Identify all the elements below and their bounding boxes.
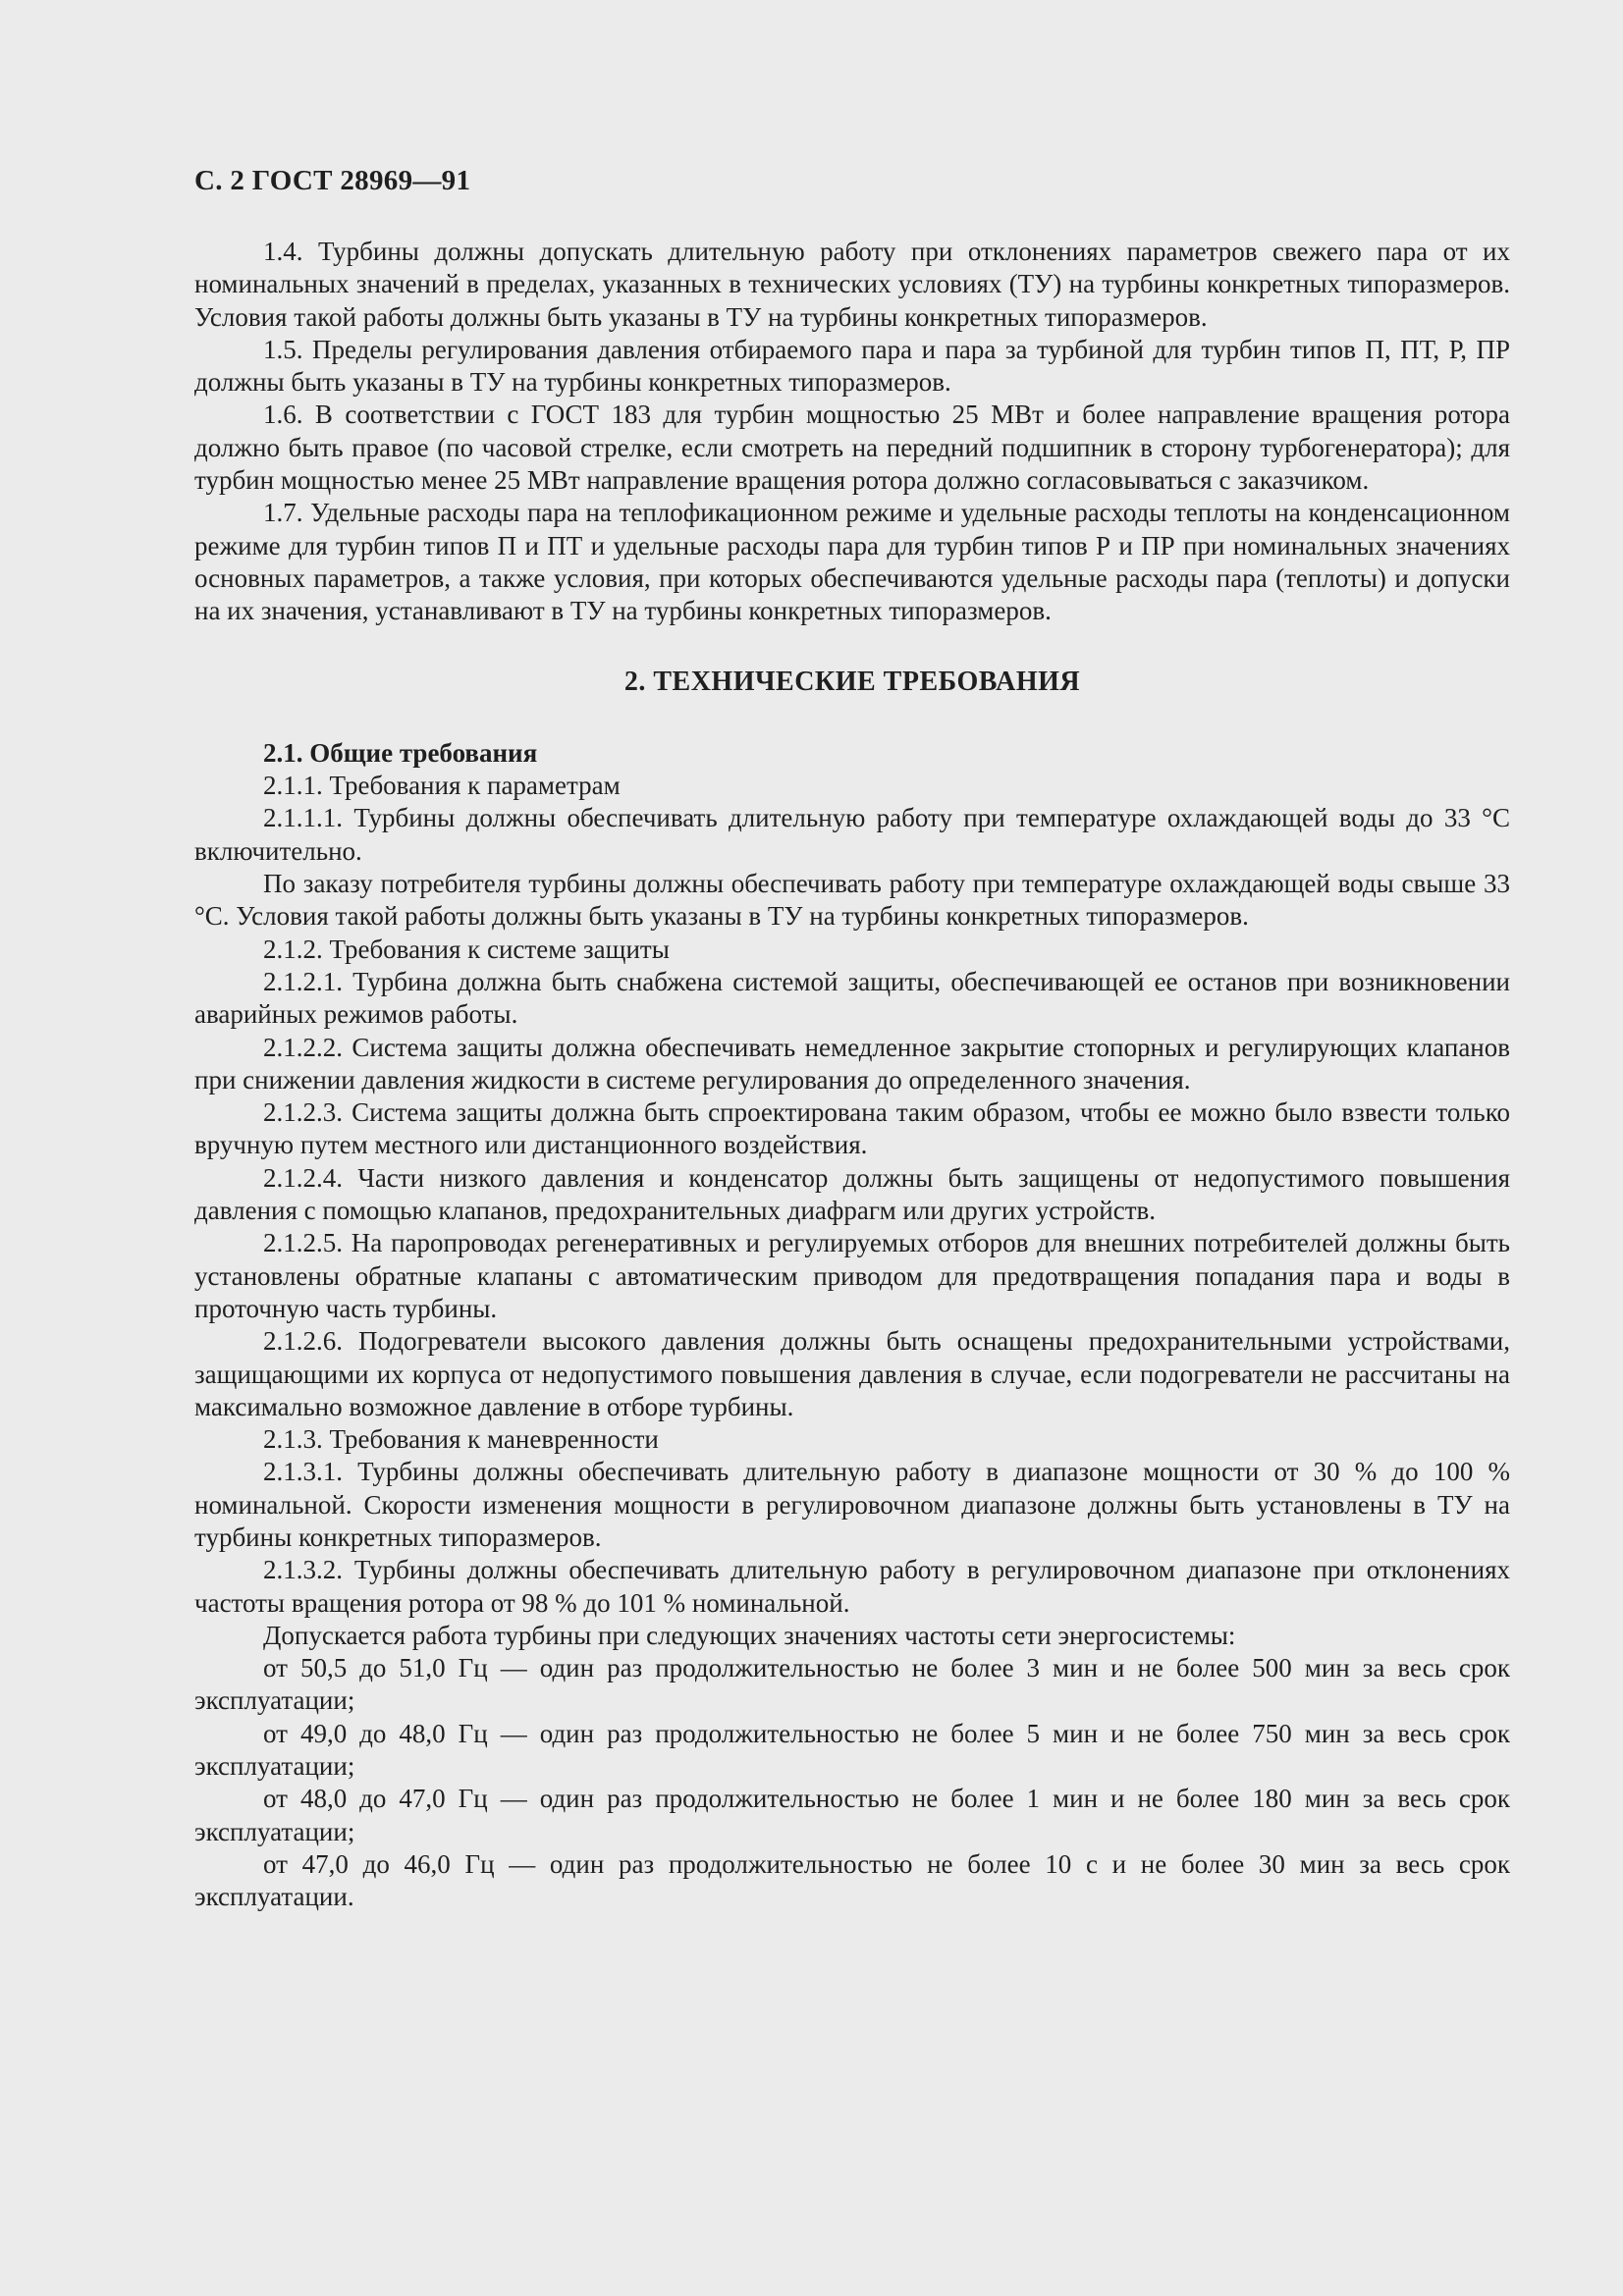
paragraph-2-1-2: 2.1.2. Требования к системе защиты [263,934,670,964]
frequency-item-4: от 47,0 до 46,0 Гц — один раз продолжительностью не более 10 с и не более 30 мин за весь срок эксплуатации. [194,1848,1510,1912]
paragraph-1-6: 1.6. В соответствии с ГОСТ 183 для турбин мощностью 25 МВт и более направление вращения ротора должно быть правое (по часовой стрелке, если смотреть на передний подшипник в сторону турбогенератора); для турбин мощностью менее 25 МВт направление вращения ротора должно согласовываться с заказчиком. [194,400,1510,496]
paragraph-2-1-3: 2.1.3. Требования к маневренности [263,1424,659,1455]
paragraph-1-4: 1.4. Турбины должны допускать длительную работу при отклонениях параметров свежего пара от их номинальных значений в пределах, указанных в технических условиях (ТУ) на турбины конкретных типоразмеров. Условия такой работы должны быть указаны в ТУ на турбины конкретных типоразмеров. [194,237,1510,332]
document-body [194,236,1510,1914]
paragraph-1-7: 1.7. Удельные расходы пара на теплофикационном режиме и удельные расходы теплоты на конденсационном режиме для турбин типов П и ПТ и удельные расходы пара для турбин типов Р и ПР при номинальных значениях основных параметров, а также условия, при которых обеспечиваются удельные расходы пара (теплоты) и допуски на их значения, устанавливают в ТУ на турбины конкретных типоразмеров. [194,498,1510,626]
paragraph-2-1-3-2: 2.1.3.2. Турбины должны обеспечивать длительную работу в регулировочном диапазоне при отклонениях частоты вращения ротора от 98 % до 101 % номинальной. [194,1555,1510,1618]
section-title: 2. ТЕХНИЧЕСКИЕ ТРЕБОВАНИЯ [623,666,1081,697]
paragraph-2-1-2-1: 2.1.2.1. Турбина должна быть снабжена системой защиты, обеспечивающей ее останов при возникновении аварийных режимов работы. [194,966,1510,1030]
frequency-item-1: от 50,5 до 51,0 Гц — один раз продолжительностью не более 3 мин и не более 500 мин за весь срок эксплуатации; [194,1653,1510,1716]
subsection-title: 2.1. Общие требования [263,737,538,768]
document-page [194,0,1510,2296]
page-header: С. 2 ГОСТ 28969—91 [194,165,471,196]
paragraph-2-1-2-5: 2.1.2.5. На паропроводах регенеративных и регулируемых отборов для внешних потребителей должны быть установлены обратные клапаны с автоматическим приводом для предотвращения попадания пара и воды в проточную часть турбины. [194,1228,1510,1323]
paragraph-2-1-1-1: 2.1.1.1. Турбины должны обеспечивать длительную работу при температуре охлаждающей воды до 33 °С включительно. [194,803,1510,866]
paragraph-frequency-intro: Допускается работа турбины при следующих значениях частоты сети энергосистемы: [263,1620,1236,1650]
frequency-item-3: от 48,0 до 47,0 Гц — один раз продолжительностью не более 1 мин и не более 180 мин за весь срок эксплуатации; [194,1784,1510,1846]
frequency-item-2: от 49,0 до 48,0 Гц — один раз продолжительностью не более 5 мин и не более 750 мин за весь срок эксплуатации; [194,1718,1510,1782]
paragraph-2-1-3-1: 2.1.3.1. Турбины должны обеспечивать длительную работу в диапазоне мощности от 30 % до 100 % номинальной. Скорости изменения мощности в регулировочном диапазоне должны быть установлены в ТУ на турбины конкретных типоразмеров. [194,1457,1510,1552]
paragraph-1-5: 1.5. Пределы регулирования давления отбираемого пара и пара за турбиной для турбин типов П, ПТ, Р, ПР должны быть указаны в ТУ на турбины конкретных типоразмеров. [194,334,1510,398]
paragraph-2-1-2-3: 2.1.2.3. Система защиты должна быть спроектирована таким образом, чтобы ее можно было взвести только вручную путем местного или дистанционного воздействия. [194,1097,1510,1160]
paragraph-2-1-2-4: 2.1.2.4. Части низкого давления и конденсатор должны быть защищены от недопустимого повышения давления с помощью клапанов, предохранительных диафрагм или других устройств. [194,1162,1510,1226]
paragraph-customer-order: По заказу потребителя турбины должны обеспечивать работу при температуре охлаждающей воды свыше 33 °С. Условия такой работы должны быть указаны в ТУ на турбины конкретных типоразмеров. [194,869,1510,932]
paragraph-2-1-2-6: 2.1.2.6. Подогреватели высокого давления должны быть оснащены предохранительными устройствами, защищающими их корпуса от недопустимого повышения давления в случае, если подогреватели не рассчитаны на максимально возможное давление в отборе турбины. [194,1326,1510,1421]
paragraph-2-1-2-2: 2.1.2.2. Система защиты должна обеспечивать немедленное закрытие стопорных и регулирующих клапанов при снижении давления жидкости в системе регулирования до определенного значения. [194,1032,1510,1095]
paragraph-2-1-1: 2.1.1. Требования к параметрам [263,771,621,801]
